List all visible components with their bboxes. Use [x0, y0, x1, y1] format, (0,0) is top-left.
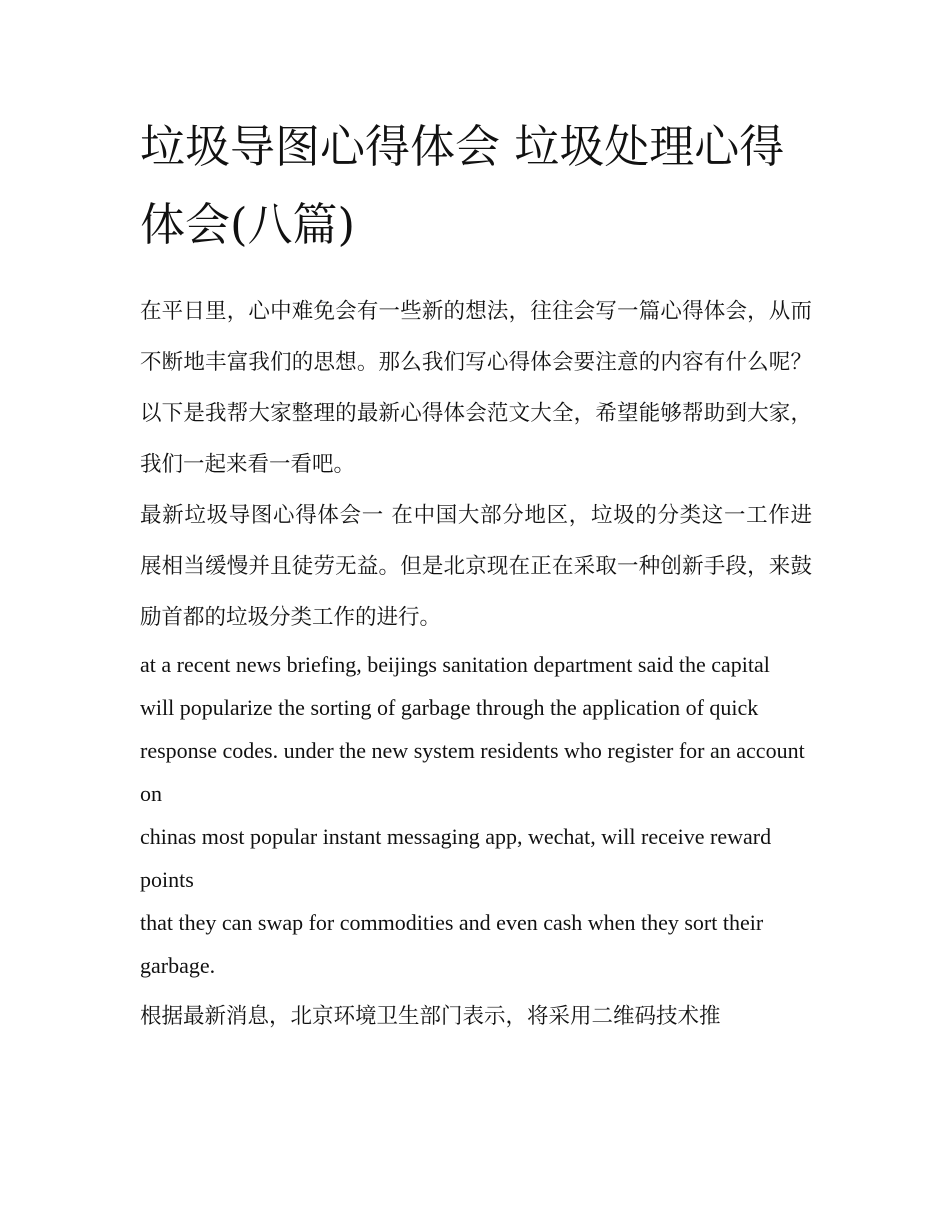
closing-paragraph-fragment: 根据最新消息，北京环境卫生部门表示，将采用二维码技术推 — [140, 1004, 721, 1029]
english-line: will popularize the sorting of garbage through the application of quick — [140, 695, 759, 720]
english-line: response codes. under the new system residents who register for an account on — [140, 738, 805, 806]
english-line: that they can swap for commodities and even cash when they sort their garbage. — [140, 910, 764, 978]
section-1-opening-paragraph: 最新垃圾导图心得体会一 在中国大部分地区，垃圾的分类这一工作进展相当缓慢并且徒劳无益。但是北京现在正在采取一种创新手段，来鼓励首都的垃圾分类工作的进行。 — [140, 503, 812, 630]
document-title: 垃圾导图心得体会 垃圾处理心得体会(八篇) — [140, 120, 785, 251]
english-line: chinas most popular instant messaging app, wechat, will receive reward points — [140, 824, 772, 892]
intro-paragraph: 在平日里，心中难免会有一些新的想法，往往会写一篇心得体会，从而不断地丰富我们的思想。那么我们写心得体会要注意的内容有什么呢？以下是我帮大家整理的最新心得体会范文大全，希望能够帮助到大家，我们一起来看一看吧。 — [140, 299, 812, 477]
document-page — [140, 108, 812, 1042]
english-quote-block — [140, 643, 812, 987]
english-line: at a recent news briefing, beijings sanitation department said the capital — [140, 652, 770, 677]
